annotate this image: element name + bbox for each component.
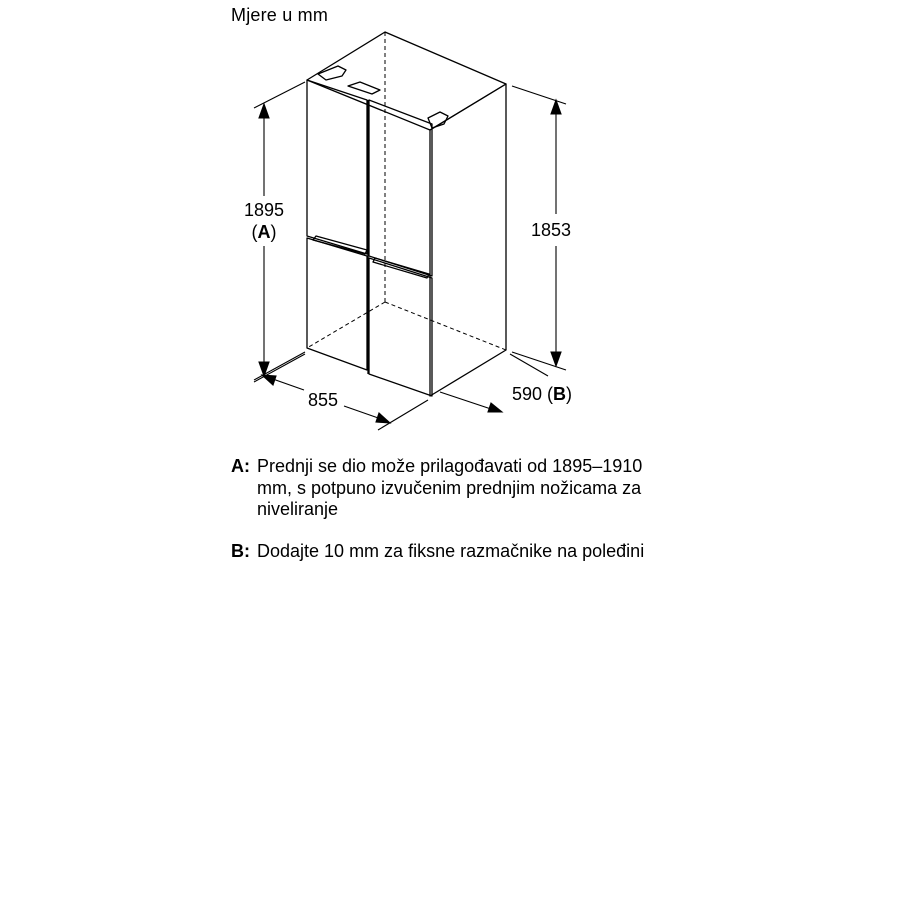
dimension-a-label [240, 199, 288, 243]
note-b-key: B: [231, 541, 250, 561]
middle-hinge [348, 82, 380, 94]
dimension-a-marker: (A) [251, 222, 277, 242]
note-b-text: Dodajte 10 mm za fiksne razmačnike na poleđini [257, 541, 645, 561]
note-a-key: A: [231, 456, 250, 476]
dim-d-line [440, 392, 494, 410]
dim-w-arrow-left [262, 375, 276, 385]
hidden-back-left [307, 302, 385, 348]
dim-a-arrow-bottom [259, 362, 269, 376]
cabinet-side-face [430, 84, 506, 396]
dim-d-arrow [488, 403, 502, 412]
hidden-back-right [385, 302, 506, 350]
dim-w-ext-right [378, 400, 428, 430]
page-title: Mjere u mm [231, 5, 329, 25]
dim-h-arrow-bottom [551, 352, 561, 366]
dim-w-arrow-right [376, 413, 390, 423]
dimension-depth-value: 590 [512, 384, 543, 404]
dimension-height-label: 1853 [531, 220, 572, 240]
dimension-width-label: 855 [308, 390, 339, 410]
upper-left-door [307, 80, 367, 254]
dimension-a-marker-letter: A [257, 222, 271, 242]
lower-right-drawer [369, 258, 432, 396]
right-hinge [428, 112, 448, 128]
dimension-a-value: 1895 [243, 200, 285, 220]
dimension-depth-label: 590 (B) [512, 384, 573, 404]
dimension-depth-marker: B [553, 384, 567, 404]
dim-h-ext-top [512, 86, 566, 104]
cabinet-top-face [307, 32, 506, 130]
dim-a-arrow-top [259, 104, 269, 118]
lower-left-drawer [307, 238, 367, 370]
note-a-text: Prednji se dio može prilagođavati od 1895–1910 mm, s potpuno izvučenim prednjim nožicama za niveliranje [257, 456, 643, 519]
dim-a-ext-top [254, 82, 305, 108]
left-hinge [318, 66, 346, 80]
